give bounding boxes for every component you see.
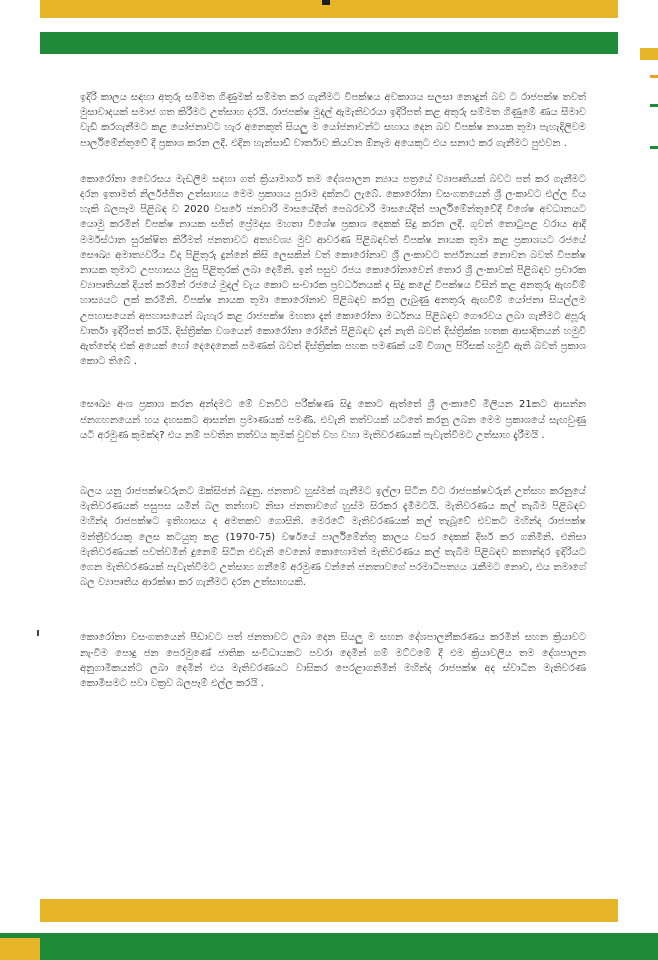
left-margin-mark	[37, 630, 43, 636]
top-green-bar	[40, 32, 618, 54]
right-edge-tick	[650, 146, 658, 149]
top-notch	[322, 0, 330, 5]
paragraph-2: කොරෝනා වෛරසය මැඩලීම සඳහා ගත් ක්‍රියාමාර්ග තම දේශපාලන න්‍යාය පත්‍රයේ ව්‍යාපෘතියක් බවට පත් කර ගැනීමට දරන ඉතාමත් නිර්ලජ්ජිත උත්සාහය මෙම ප්‍රකාශය පුරාම දක්නට ලැබේ. කොරෝනා වසංගතයෙන් ශ්‍රී ලංකාවට එල්ල විය හැකි බලපෑම පිළිබඳ ව 2020 වසරේ ජනවාරි මාසයේදීත් පෙබරවාරි මාසයේදීත් පාර්ලිමේන්තුවේදී විශේෂ අවධානයට යොමු කරමින් විපක්ෂ නායක සජිත් ප්‍රේමදාස මහතා විශේෂ ප්‍රකාශ දෙකක් සිදු කරන ලදී. ගුවන් තොටුපළ වරාය ආදී මර්මස්ථාන සුරක්ෂිත කිරීමත් ජනතාවට අත්‍යවශ්‍ය මුව ආවරණ පිළිබඳවත් විපක්ෂ නායක තුමා කළ ප්‍රකාශයට රජයේ සෞඛ්‍ය අමාත්‍යවරිය විදා පිළිතුරු දුන්නේ කිසි ලෙසකින් වත් කොරෝනාව ශ්‍රී ලංකාවට තර්ජනයක් නොවන බවත් විපක්ෂ නායක තුමාට උපහාසය මුසු පිළිතුරක් ලබා දෙමිනි. ඉන් පසුව රජය කොරෝනාවෙන් තොර ශ්‍රී ලංකාවක් පිළිබඳව ප්‍රචාරක ව්‍යාපෘතියක් දියත් කරමින් රජයේ මුදල් වැය කොට සංචාරක ප්‍රවර්ධනයක් ද සිදු කළේ විපක්ෂය විසින් කළ අනතුරු ඇඟවීම් හාස්‍යයට ලක් කරමිනි. විපක්ෂ නායක තුමා කොරෝනාව පිළිබඳව කරනු ලැබුණු අනතුරු ඇඟවීම් යෝජනා සියල්ලම උපහාසයෙන් අපහාසයෙන් බැහැර කළ රාජපක්ෂ මහතා දැන් කොරෝනා මර්ධනය පිළිබඳව ගෞරවය ලබා ගැනීමට අපූරු වාර්තා ඉදිරිපත් කරයි. දිස්ත්‍රික්ක වශයෙන් කොරෝනා රෝගීන් පිළිබඳව දැන් නැති බවත් දිස්ත්‍රික්ක හතක ආසාදිතයන් හමුවී ඇත්තේද එක් අයෙක් හෝ දෙදෙනෙක් පමණක් බවත් දිස්ත්‍රික්ක පහක පමණක් යම් විශාල පිරිසක් හමුවී ඇති බවත් ප්‍රකාශ කොට තිබේ .	[80, 173, 586, 368]
bottom-green-bar	[0, 933, 658, 960]
bottom-left-gold-mark	[0, 938, 40, 960]
paragraph-5: කොරෝනා වසංගතයෙන් පීඩාවට පත් ජනතාවට ලබා දෙන සියලු ම සහන දේශපාලනීකරණය කරමින් සහන ක්‍රියාවට නැංවීම පොදු ජන පෙරමුණේ ජාතික සංවිධායකට පවරා දෙමින් ගම් මට්ටමේ දී එම ක්‍රියාවලිය තම දේශපාලන අනුගාමිකයන්ට ලබා දෙමින් එය මැතිවරණයට වාසිකර පෙරළාගනිමින් මහින්ද රාජපක්ෂ අද ස්වාධීන මැතිවරණ කොමිසමට පවා වක්‍රව බලපෑම් එල්ල කරයි .	[80, 632, 586, 690]
paragraph-3: සෞඛ්‍ය අංශ ප්‍රකාශ කරන අන්දමට මේ වනවිට පරීක්ෂණ සිදු කොට ඇත්තේ ශ්‍රී ලංකාවේ මිලියන 21කට ආසන්න ජනගහනයෙන් හය දහසකට ආසන්න ප්‍රමාණයක් පමණි. එවැනි තත්වයක් යටතේ කරනු ලබන මෙම ප්‍රකාශයේ සැඟවුණු යටි අරමුණ කුමක්ද? එය නම් පවතින තත්වය කුමක් වුවත් වහ වහා මැතිවරණයක් පැවැත්වීමට උත්සාහ දැරීමයි .	[80, 399, 586, 441]
right-edge-gold-mark	[640, 48, 658, 60]
paragraph-4: බලය යනු රාජපක්ෂවරුනට ඔක්සිජන් බඳුනු. ජනතාව හුස්මක් ගැනීමට ඉල්ලා සිටින විට රාජපක්ෂවරුන් උත්සහ කරනුයේ මැතිවරණයක් පසුපස යමින් බල තන්හාව නිසා ජනතාවගේ හුස්ම සිරකර දැමීමටයි. මැතිවරණය කල් තැබීම පිළිබඳව මහින්ද රාජපක්ෂට ඉතිහාසය ද අමතකව ගොසිනි. මෙරටේ මැතිවරණයක් කල් තැබූවේ එවකට මහින්ද රාජපක්ෂ මන්ත්‍රීවරයකු ලෙස කටයුතු කළ (1970-75) වර්ෂයේ පාර්ලිමේන්තු කාලය වසර දෙකක් දීර්ඝ කර ගනිමිනි. එනිසා මැතිවරණයක් පවත්වමින් දුනෙම් සිටින එවැනි වෙනෝ කොහොමත් මැතිවරණය කල් තැබීම පිළිබඳව කතාන්දර ඉදිරියට ගෙන මැතිවරණයක් පැවැත්වීමට උත්සාහ ගනීමේ අරමුණ වන්නේ ජනතාවගේ පරමාධිපත්‍යය රැකීමට නොව, එය තමාගේ බල ව්‍යාපෘතිය ආරක්ෂා කර ගැනීමට දරන උත්සාහයකි.	[80, 486, 586, 589]
right-edge-tick	[650, 104, 658, 107]
right-edge-tick	[650, 75, 658, 78]
article-body	[80, 90, 586, 691]
paragraph-1: ඉදිරි කාලය සඳහා අතුරු සම්මත ගිණුමක් සම්මත කර ගැනීමට විපක්ෂය අවකාශය සලසා නොදුන් බව ට රාජපක්ෂ තවත් මුසාවාදයක් සමාජ ගත කිරීමට උත්සාහ දරයි. රාජපක්ෂ මුදල් ඇමැතිවරයා ඉදිරිපත් කළ අතුරු සම්මත ගිණුමේ ණය සීමාව වැඩි කරගැනීමට කළ යෝජනාවට හැර අනෙකුත් සියලු ම යෝජනාවන්ට සහාය දෙන බව විපක්ෂ නායක තුමා පැහැදිලිවම පාර්ලිමේන්තුවේ දී ප්‍රකාශ කරන ලදී. එදින හැන්සාඩ් වාර්තාව කියවන ඕනෑම අයෙකුට එය සනාථ කර ගැනීමට පුළුවන .	[80, 92, 586, 149]
bottom-gold-bar	[40, 899, 618, 922]
